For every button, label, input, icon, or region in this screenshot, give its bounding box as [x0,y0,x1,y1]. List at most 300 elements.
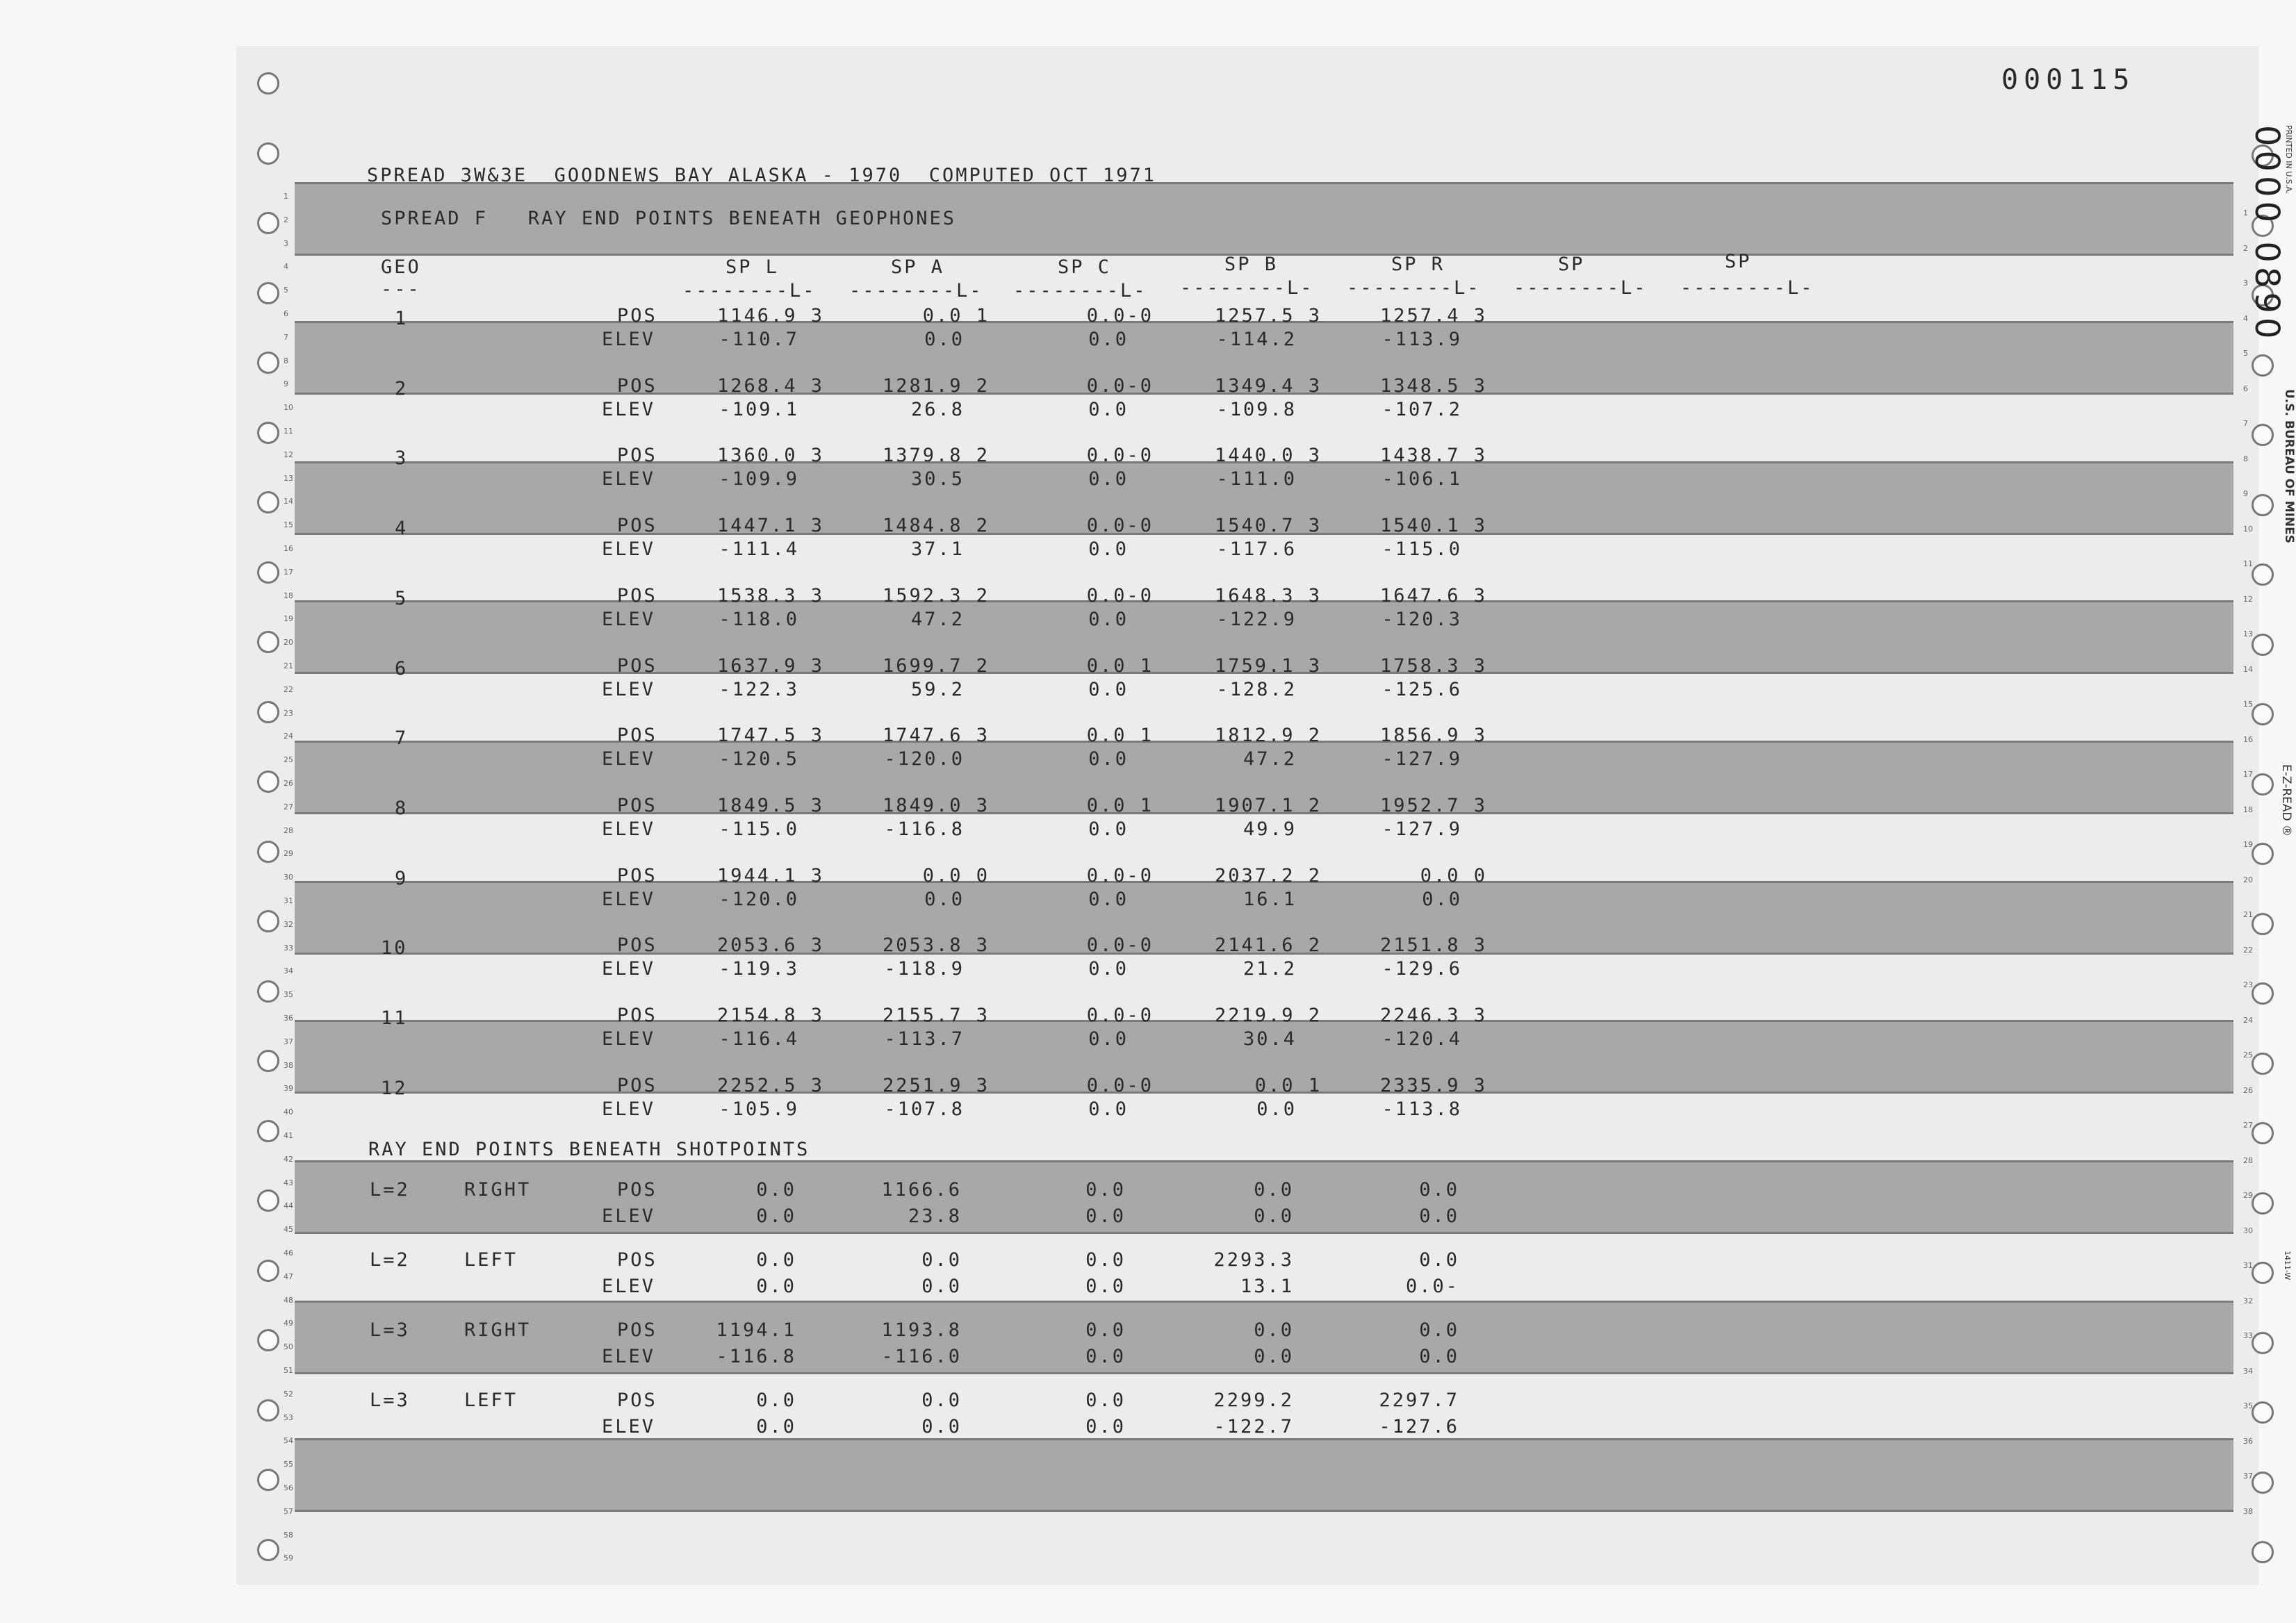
line-number: 7 [284,332,288,342]
pos-value: 0.0 1 [922,305,990,327]
line-number: 7 [2243,419,2248,428]
col-sp-b-head: SP B [1224,254,1279,275]
elev-value: -127.6 [1379,1416,1459,1437]
elev-label: ELEV [602,1416,656,1437]
elev-label: ELEV [602,398,656,420]
line-number: 32 [284,919,293,929]
line-number: 31 [284,896,293,905]
line-number: 16 [2243,734,2253,744]
line-number: 42 [284,1154,293,1164]
pos-value: 1758.3 3 [1379,654,1487,677]
geo-number: 7 [395,727,409,750]
stamp-number: 0000 0890 [2247,125,2286,343]
elev-value: -113.8 [1381,1098,1462,1120]
pos-value: 0.0-0 [1086,374,1154,397]
elev-value: -115.0 [719,818,799,840]
line-number: 31 [2243,1261,2253,1270]
pos-value: 1856.9 3 [1379,725,1487,747]
pos-value: 0.0 1 [1254,1074,1322,1096]
elev-label: ELEV [602,1205,656,1227]
line-number: 9 [2243,489,2248,498]
pos-value: 1647.6 3 [1379,584,1487,607]
line-number: 59 [284,1554,293,1563]
shot-side: RIGHT [464,1179,532,1201]
feed-hole [257,422,279,444]
column-dash-rule: --------L- [1514,277,1648,299]
pos-value: 1952.7 3 [1379,794,1487,816]
feed-hole [2252,494,2274,516]
pos-value: 0.0 [756,1249,796,1271]
pos-value: 1281.9 2 [882,374,990,397]
pos-label: POS [617,934,657,957]
elev-value: 0.0 [756,1205,796,1227]
feed-hole [2252,1401,2274,1424]
pos-label: POS [617,584,657,607]
line-number: 23 [2243,980,2253,989]
elev-value: 0.0 [1088,748,1129,771]
column-dash-rule: --------L- [1680,277,1814,299]
elev-value: -111.0 [1216,468,1297,491]
form-number: 1411-W [2283,1251,2292,1280]
line-number: 13 [284,473,293,483]
feed-hole [257,1120,279,1142]
elev-value: -113.7 [884,1028,965,1050]
line-number: 15 [2243,700,2253,709]
feed-hole [257,1329,279,1351]
line-number: 36 [284,1014,293,1023]
pos-value: 1812.9 2 [1214,725,1322,747]
elev-value: -105.9 [719,1098,799,1120]
pos-label: POS [617,305,657,327]
elev-value: -115.0 [1381,538,1462,561]
line-number: 51 [284,1366,293,1375]
pos-value: 1747.5 3 [716,725,824,747]
col-sp-r-head: SP R [1391,254,1445,275]
pos-value: 1849.5 3 [716,794,824,816]
elev-value: -107.8 [884,1098,965,1120]
elev-value: 0.0 [1256,1098,1297,1120]
feed-hole [257,212,279,234]
ez-read-mark: E-Z-READ ® [2279,764,2293,837]
pos-value: 1257.4 3 [1379,305,1487,327]
line-number: 29 [2243,1191,2253,1200]
elev-value: -111.4 [719,538,799,561]
pos-value: 0.0 [1254,1319,1294,1341]
elev-label: ELEV [602,818,656,840]
elev-value: -122.9 [1216,608,1297,630]
elev-value: 26.8 [910,398,965,420]
pos-value: 0.0 [1419,1249,1459,1271]
pos-value: 0.0 [1085,1249,1126,1271]
pos-label: POS [617,1179,657,1201]
line-number: 5 [284,286,288,295]
bureau-of-mines: U.S. BUREAU OF MINES [2282,389,2296,544]
elev-value: -116.0 [881,1346,962,1367]
elev-label: ELEV [602,958,656,980]
pos-value: 0.0 [1085,1319,1126,1341]
pos-value: 0.0 [921,1390,962,1411]
pos-value: 0.0 [1419,1319,1459,1341]
elev-value: -109.8 [1216,398,1297,420]
column-dash-rule: --------L- [849,280,983,302]
line-number: 58 [284,1530,293,1540]
pos-value: 2053.8 3 [882,934,990,957]
feed-hole [2252,424,2274,446]
geo-number: 8 [395,797,409,819]
line-number: 14 [284,497,293,506]
line-number: 48 [284,1295,293,1305]
elev-value: -116.4 [719,1028,799,1050]
elev-value: 0.0 [1088,818,1129,840]
feed-hole [257,1399,279,1422]
elev-value: 23.8 [908,1205,962,1227]
pos-value: 2335.9 3 [1379,1074,1487,1096]
line-number: 54 [284,1436,293,1446]
pos-value: 2252.5 3 [716,1074,824,1096]
col-sp-l-head: SP L [725,256,780,278]
pos-value: 0.0 0 [1420,864,1487,887]
line-number: 57 [284,1506,293,1516]
elev-value: -113.9 [1381,329,1462,350]
greenbar-band [295,1438,2233,1512]
pos-value: 1349.4 3 [1214,374,1322,397]
elev-label: ELEV [602,1346,656,1367]
line-number: 33 [284,943,293,953]
line-number: 52 [284,1389,293,1399]
line-number: 17 [284,567,293,577]
elev-label: ELEV [602,1276,656,1297]
elev-value: -107.2 [1381,398,1462,420]
elev-value: 47.2 [910,608,965,630]
elev-value: 30.5 [910,468,965,491]
line-number: 36 [2243,1436,2253,1446]
report-subheader: SPREAD F RAY END POINTS BENEATH GEOPHONES [381,208,956,229]
pos-value: 0.0 [756,1179,796,1201]
elev-value: 0.0 [921,1416,962,1437]
elev-value: -120.5 [719,748,799,771]
elev-value: -118.9 [884,958,965,980]
line-number: 13 [2243,629,2253,639]
pos-value: 2154.8 3 [716,1005,824,1026]
shot-level: L=2 [370,1249,410,1271]
elev-label: ELEV [602,888,656,910]
pos-label: POS [617,654,657,677]
elev-value: 0.0 [1254,1205,1294,1227]
elev-value: 0.0 [1419,1205,1459,1227]
line-number: 34 [2243,1366,2253,1376]
line-number: 28 [284,825,293,835]
feed-hole [2252,703,2274,725]
feed-hole [2252,634,2274,656]
pos-label: POS [617,794,657,816]
elev-value: 0.0 [924,888,965,910]
elev-label: ELEV [602,1028,656,1050]
elev-value: 49.9 [1243,818,1297,840]
pos-value: 1637.9 3 [716,654,824,677]
line-number: 38 [2243,1506,2253,1516]
feed-hole [257,631,279,653]
line-number: 53 [284,1412,293,1422]
feed-hole [2252,1192,2274,1214]
elev-label: ELEV [602,538,656,561]
elev-label: ELEV [602,748,656,771]
line-number: 37 [2243,1472,2253,1481]
line-number: 2 [284,215,288,224]
elev-label: ELEV [602,608,656,630]
elev-value: 0.0 [1085,1205,1126,1227]
elev-value: 13.1 [1240,1276,1294,1297]
elev-value: 0.0- [1405,1276,1459,1297]
elev-value: 16.1 [1243,888,1297,910]
pos-value: 1747.6 3 [882,725,990,747]
line-number: 20 [2243,875,2253,884]
elev-value: -114.2 [1216,329,1297,350]
elev-value: -118.0 [719,608,799,630]
line-number: 56 [284,1483,293,1492]
elev-value: 0.0 [924,329,965,350]
line-number: 27 [2243,1121,2253,1130]
elev-value: -129.6 [1381,958,1462,980]
feed-hole [2252,1541,2274,1563]
elev-value: 21.2 [1243,958,1297,980]
line-number: 12 [284,450,293,459]
elev-value: 0.0 [1422,888,1462,910]
feed-hole [257,1469,279,1491]
elev-value: 0.0 [1085,1276,1126,1297]
elev-value: -120.4 [1381,1028,1462,1050]
feed-hole [257,910,279,932]
elev-value: -128.2 [1216,678,1297,700]
pos-value: 0.0 [1085,1179,1126,1201]
elev-value: -125.6 [1381,678,1462,700]
elev-value: -120.0 [884,748,965,771]
pos-value: 0.0 [756,1390,796,1411]
pos-value: 0.0 1 [1086,725,1154,747]
column-dash-rule: --------L- [682,280,817,302]
line-number: 55 [284,1460,293,1469]
pos-value: 1146.9 3 [716,305,824,327]
shot-side: LEFT [464,1249,518,1271]
pos-value: 2219.9 2 [1214,1005,1322,1026]
line-number: 26 [2243,1085,2253,1095]
line-number: 6 [284,309,288,318]
geo-number: 1 [395,308,409,329]
feed-hole [2252,1262,2274,1284]
elev-value: -119.3 [719,958,799,980]
elev-value: 0.0 [921,1276,962,1297]
pos-value: 0.0-0 [1086,864,1154,887]
feed-hole [257,282,279,304]
pos-label: POS [617,864,657,887]
pos-value: 0.0 [1085,1390,1126,1411]
pos-value: 2151.8 3 [1379,934,1487,957]
elev-value: -116.8 [884,818,965,840]
pos-value: 1257.5 3 [1214,305,1322,327]
page-number: 000115 [2001,64,2135,96]
shot-side: LEFT [464,1390,518,1411]
pos-label: POS [617,1249,657,1271]
pos-value: 1484.8 2 [882,515,990,537]
line-number: 17 [2243,770,2253,779]
line-number: 18 [2243,805,2253,814]
elev-value: 0.0 [756,1416,796,1437]
elev-value: -117.6 [1216,538,1297,561]
elev-value: -116.8 [716,1346,796,1367]
line-number: 11 [2243,559,2253,568]
pos-value: 1849.0 3 [882,794,990,816]
elev-value: 59.2 [910,678,965,700]
pos-value: 1166.6 [881,1179,962,1201]
elev-label: ELEV [602,468,656,491]
line-number: 20 [284,638,293,648]
feed-hole [257,1050,279,1072]
line-number: 10 [284,403,293,413]
line-number: 10 [2243,524,2253,534]
pos-value: 2293.3 [1213,1249,1294,1271]
feed-hole [257,1260,279,1282]
pos-value: 0.0 1 [1086,654,1154,677]
feed-hole [257,771,279,793]
elev-value: -120.0 [719,888,799,910]
pos-label: POS [617,1319,657,1341]
elev-value: 0.0 [1088,958,1129,980]
pos-value: 1540.1 3 [1379,515,1487,537]
pos-value: 1194.1 [716,1319,796,1341]
feed-hole [257,841,279,863]
line-number: 24 [2243,1015,2253,1025]
feed-hole [2252,1332,2274,1354]
elev-value: 30.4 [1243,1028,1297,1050]
elev-value: -122.7 [1213,1416,1294,1437]
pos-value: 1907.1 2 [1214,794,1322,816]
elev-value: 0.0 [1254,1346,1294,1367]
col-geo-head: GEO [381,256,421,278]
pos-label: POS [617,1074,657,1096]
elev-value: 0.0 [1088,398,1129,420]
pos-label: POS [617,1005,657,1026]
line-number: 47 [284,1271,293,1281]
geo-number: 10 [381,937,408,959]
pos-label: POS [617,374,657,397]
line-number: 22 [2243,945,2253,955]
feed-hole [2252,982,2274,1005]
feed-hole [2252,773,2274,796]
pos-value: 0.0-0 [1086,934,1154,957]
pos-value: 0.0 [1254,1179,1294,1201]
pos-value: 2297.7 [1379,1390,1459,1411]
elev-value: -120.3 [1381,608,1462,630]
line-number: 3 [284,238,288,248]
line-number: 21 [2243,910,2253,919]
line-number: 12 [2243,594,2253,604]
feed-hole [257,980,279,1003]
geo-number: 6 [395,657,409,679]
geo-number: 4 [395,518,409,540]
line-number: 25 [2243,1051,2253,1060]
feed-hole [2252,354,2274,377]
feed-hole [2252,913,2274,935]
feed-hole [2252,843,2274,865]
line-number: 18 [284,591,293,600]
line-number: 1 [2243,208,2248,217]
column-dash-rule: --------L- [1347,277,1481,299]
printed-in-usa: PRINTED IN U.S.A. [2284,125,2293,195]
line-number: 2 [2243,243,2248,253]
line-number: 19 [284,614,293,624]
geo-number: 12 [381,1077,408,1099]
line-number: 15 [284,520,293,530]
elev-label: ELEV [602,329,656,350]
col-sp-a-head: SP A [891,256,945,278]
line-number: 28 [2243,1155,2253,1165]
pos-value: 2299.2 [1213,1390,1294,1411]
pos-value: 2155.7 3 [882,1005,990,1026]
elev-value: -110.7 [719,329,799,350]
col-sp-c-head: SP C [1058,256,1112,278]
feed-hole [257,1539,279,1561]
line-number: 14 [2243,664,2253,674]
line-number: 38 [284,1060,293,1070]
col-sp-6-head: SP [1558,254,1585,275]
pos-value: 2141.6 2 [1214,934,1322,957]
elev-value: 0.0 [1088,1098,1129,1120]
line-number: 9 [284,379,288,389]
line-number: 41 [284,1131,293,1140]
line-number: 39 [284,1084,293,1094]
feed-hole [2252,563,2274,586]
line-number: 44 [284,1201,293,1211]
geo-number: 9 [395,867,409,889]
line-number: 23 [284,708,293,718]
pos-value: 1440.0 3 [1214,445,1322,467]
line-number: 46 [284,1249,293,1258]
elev-value: -109.9 [719,468,799,491]
line-number: 27 [284,802,293,812]
line-number: 40 [284,1107,293,1117]
pos-value: 1759.1 3 [1214,654,1322,677]
pos-value: 1438.7 3 [1379,445,1487,467]
elev-value: 47.2 [1243,748,1297,771]
line-number: 1 [284,192,288,201]
elev-value: -106.1 [1381,468,1462,491]
feed-hole [257,352,279,374]
pos-value: 1360.0 3 [716,445,824,467]
elev-value: -122.3 [719,678,799,700]
column-dash-rule: --------L- [1013,280,1147,302]
elev-value: 0.0 [756,1276,796,1297]
shot-side: RIGHT [464,1319,532,1341]
line-number: 11 [284,427,293,436]
line-number: 6 [2243,384,2248,393]
line-number: 4 [2243,313,2248,323]
pos-value: 0.0-0 [1086,515,1154,537]
line-number: 22 [284,684,293,694]
line-number: 32 [2243,1296,2253,1305]
geo-number: 11 [381,1007,408,1029]
report-header: SPREAD 3W&3E GOODNEWS BAY ALASKA - 1970 COMPUTED OCT 1971 [367,165,1157,186]
elev-value: -109.1 [719,398,799,420]
elev-value: 37.1 [910,538,965,561]
line-number: 30 [284,873,293,882]
line-number: 30 [2243,1226,2253,1235]
pos-value: 0.0 1 [1086,794,1154,816]
line-number: 5 [2243,349,2248,358]
line-number: 24 [284,732,293,741]
line-number: 45 [284,1225,293,1235]
feed-hole [2252,1472,2274,1494]
pos-label: POS [617,515,657,537]
feed-hole [257,561,279,584]
